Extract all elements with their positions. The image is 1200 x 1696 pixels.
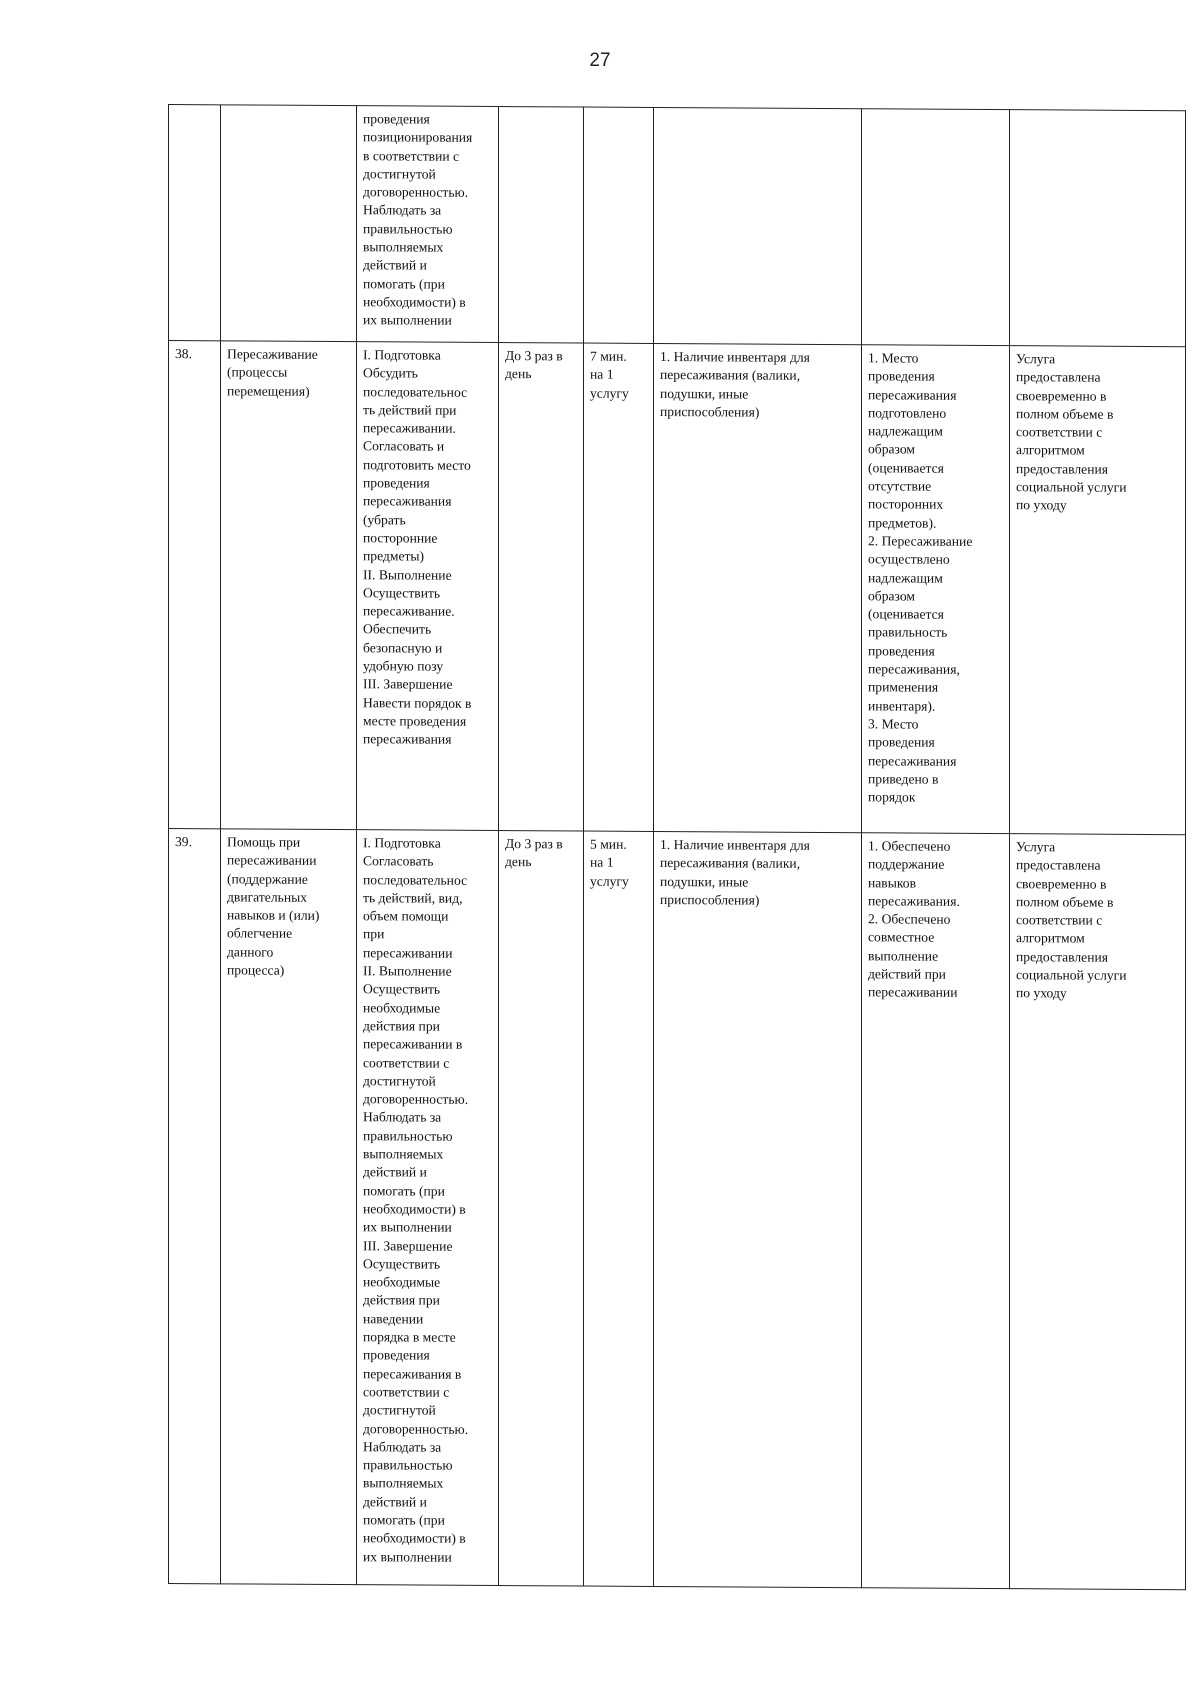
service-quality xyxy=(862,109,1010,346)
service-result: Услуга предоставлена своевременно в полном объеме в соответствии с алгоритмом предоставления социальной услуги по уходу xyxy=(1010,834,1186,1590)
service-periodicity: До 3 раз в день xyxy=(499,831,584,1587)
service-time xyxy=(584,107,654,343)
service-periodicity: До 3 раз в день xyxy=(499,343,584,832)
service-resources xyxy=(654,107,862,344)
table-row xyxy=(169,105,1186,347)
row-number xyxy=(169,105,221,341)
table-row xyxy=(169,829,1186,1590)
service-time: 7 мин. на 1 услугу xyxy=(584,343,654,831)
service-quality: 1. Обеспечено поддержание навыков пересаживания. 2. Обеспечено совместное выполнение действий при пересаживании xyxy=(862,833,1010,1589)
service-name xyxy=(221,105,357,342)
service-quality: 1. Место проведения пересаживания подготовлено надлежащим образом (оценивается отсутствие посторонних предметов). 2. Пересаживание осуществлено надлежащим образом (оценивается правильность проведения пересаживания, применения инвентаря). 3. Место проведения пересаживания приведено в порядок xyxy=(862,345,1010,834)
service-resources: 1. Наличие инвентаря для пересаживания (валики, подушки, иные приспособления) xyxy=(654,831,862,1587)
service-time: 5 мин. на 1 услугу xyxy=(584,831,654,1586)
services-table xyxy=(168,104,1186,1590)
service-name: Помощь при пересаживании (поддержание двигательных навыков и (или) облегчение данного процесса) xyxy=(221,829,357,1585)
table-row xyxy=(169,341,1186,835)
service-actions: I. Подготовка Согласовать последовательнос ть действий, вид, объем помощи при пересаживании II. Выполнение Осуществить необходимые действия при пересаживании в соответствии с достигнутой договоренностью. Наблюдать за правильностью выполняемых действий и помогать (при необходимости) в их выполнении III. Завершение Осуществить необходимые действия при наведении порядка в месте проведения пересаживания в соответствии с достигнутой договоренностью. Наблюдать за правильностью выполняемых действий и помогать (при необходимости) в их выполнении xyxy=(357,830,499,1586)
service-result xyxy=(1010,110,1186,347)
row-number: 38. xyxy=(169,341,221,829)
service-name: Пересаживание (процессы перемещения) xyxy=(221,341,357,830)
service-resources: 1. Наличие инвентаря для пересаживания (валики, подушки, иные приспособления) xyxy=(654,343,862,832)
service-result: Услуга предоставлена своевременно в полном объеме в соответствии с алгоритмом предоставления социальной услуги по уходу xyxy=(1010,346,1186,835)
service-periodicity xyxy=(499,107,584,344)
service-actions: проведения позиционирования в соответствии с достигнутой договоренностью. Наблюдать за правильностью выполняемых действий и помогать (при необходимости) в их выполнении xyxy=(357,106,499,343)
page-number: 27 xyxy=(589,50,611,71)
row-number: 39. xyxy=(169,829,221,1584)
service-actions: I. Подготовка Обсудить последовательнос ть действий при пересаживании. Согласовать и подготовить место проведения пересаживания (убрать посторонние предметы) II. Выполнение Осуществить пересаживание. Обеспечить безопасную и удобную позу III. Завершение Навести порядок в месте проведения пересаживания xyxy=(357,342,499,831)
